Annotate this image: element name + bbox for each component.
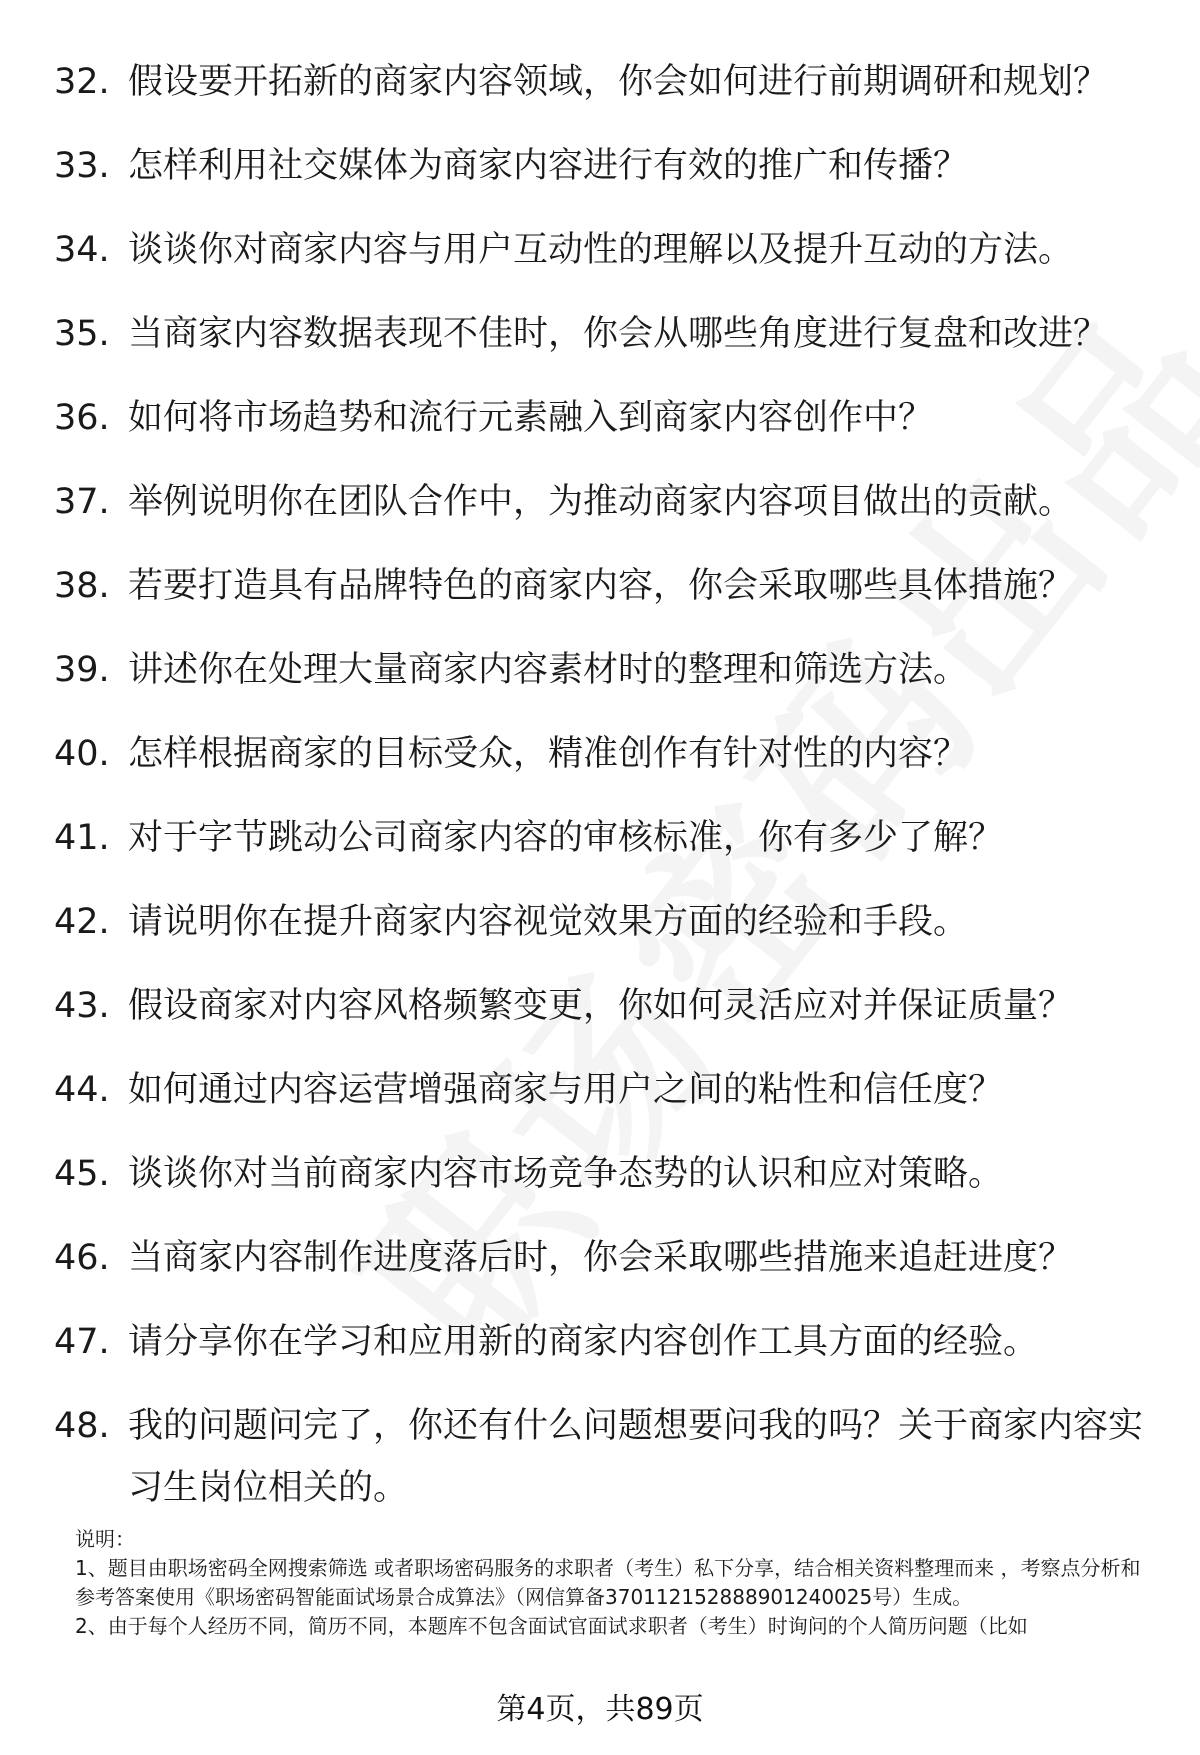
question-number: 36.: [54, 398, 110, 438]
question-item: [0, 796, 1200, 880]
question-text: 谈谈你对当前商家内容市场竞争态势的认识和应对策略。: [128, 1154, 1004, 1194]
question-number: 35.: [54, 314, 110, 354]
question-number: 34.: [54, 230, 110, 270]
question-item: [0, 292, 1200, 376]
question-number: 33.: [54, 146, 110, 186]
question-number: 43.: [54, 986, 110, 1026]
question-item: [0, 460, 1200, 544]
question-text: 如何通过内容运营增强商家与用户之间的粘性和信任度？: [128, 1070, 1004, 1110]
question-text: 对于字节跳动公司商家内容的审核标准，你有多少了解？: [128, 818, 1004, 858]
notes-section: [75, 1525, 1155, 1641]
question-number: 44.: [54, 1070, 110, 1110]
question-number: 46.: [54, 1238, 110, 1278]
question-text: 怎样利用社交媒体为商家内容进行有效的推广和传播？: [128, 146, 969, 186]
question-number: 38.: [54, 566, 110, 606]
question-number: 45.: [54, 1154, 110, 1194]
question-number: 37.: [54, 482, 110, 522]
question-item: [0, 1216, 1200, 1300]
question-item: [0, 1048, 1200, 1132]
question-text: 若要打造具有品牌特色的商家内容，你会采取哪些具体措施？: [128, 566, 1074, 606]
question-list: [0, 40, 1200, 1519]
question-item: [0, 124, 1200, 208]
question-text: 举例说明你在团队合作中，为推动商家内容项目做出的贡献。: [128, 482, 1074, 522]
question-item: [0, 208, 1200, 292]
question-text: 我的问题问完了，你还有什么问题想要问我的吗？关于商家内容实习生岗位相关的。: [128, 1406, 1144, 1508]
question-text: 谈谈你对商家内容与用户互动性的理解以及提升互动的方法。: [128, 230, 1074, 270]
question-item: [0, 1300, 1200, 1384]
question-item: [0, 1384, 1200, 1519]
question-number: 32.: [54, 62, 110, 102]
question-text: 讲述你在处理大量商家内容素材时的整理和筛选方法。: [128, 650, 969, 690]
question-item: [0, 628, 1200, 712]
page-number: 第4页，共89页: [0, 1690, 1200, 1730]
question-number: 39.: [54, 650, 110, 690]
question-text: 假设商家对内容风格频繁变更，你如何灵活应对并保证质量？: [128, 986, 1074, 1026]
question-text: 请说明你在提升商家内容视觉效果方面的经验和手段。: [128, 902, 969, 942]
question-text: 如何将市场趋势和流行元素融入到商家内容创作中？: [128, 398, 934, 438]
notes-item: 1、题目由职场密码全网搜索筛选 或者职场密码服务的求职者（考生）私下分享，结合相关资料整理而来 ，考察点分析和参考答案使用《职场密码智能面试场景合成算法》（网信算备370112152888901240025号）生成。: [75, 1556, 1141, 1609]
question-text: 假设要开拓新的商家内容领域，你会如何进行前期调研和规划？: [128, 62, 1109, 102]
question-text: 请分享你在学习和应用新的商家内容创作工具方面的经验。: [128, 1322, 1039, 1362]
question-number: 47.: [54, 1322, 110, 1362]
question-number: 41.: [54, 818, 110, 858]
question-item: [0, 880, 1200, 964]
notes-item: 2、由于每个人经历不同，简历不同，本题库不包含面试官面试求职者（考生）时询问的个人简历问题（比如: [75, 1614, 1028, 1638]
question-text: 当商家内容数据表现不佳时，你会从哪些角度进行复盘和改进？: [128, 314, 1109, 354]
question-text: 当商家内容制作进度落后时，你会采取哪些措施来追赶进度？: [128, 1238, 1074, 1278]
question-number: 42.: [54, 902, 110, 942]
question-number: 40.: [54, 734, 110, 774]
question-item: [0, 40, 1200, 124]
question-item: [0, 376, 1200, 460]
question-number: 48.: [54, 1406, 110, 1446]
question-item: [0, 964, 1200, 1048]
notes-heading: 说明：: [75, 1527, 135, 1551]
question-text: 怎样根据商家的目标受众，精准创作有针对性的内容？: [128, 734, 969, 774]
question-item: [0, 712, 1200, 796]
question-item: [0, 1132, 1200, 1216]
question-item: [0, 544, 1200, 628]
